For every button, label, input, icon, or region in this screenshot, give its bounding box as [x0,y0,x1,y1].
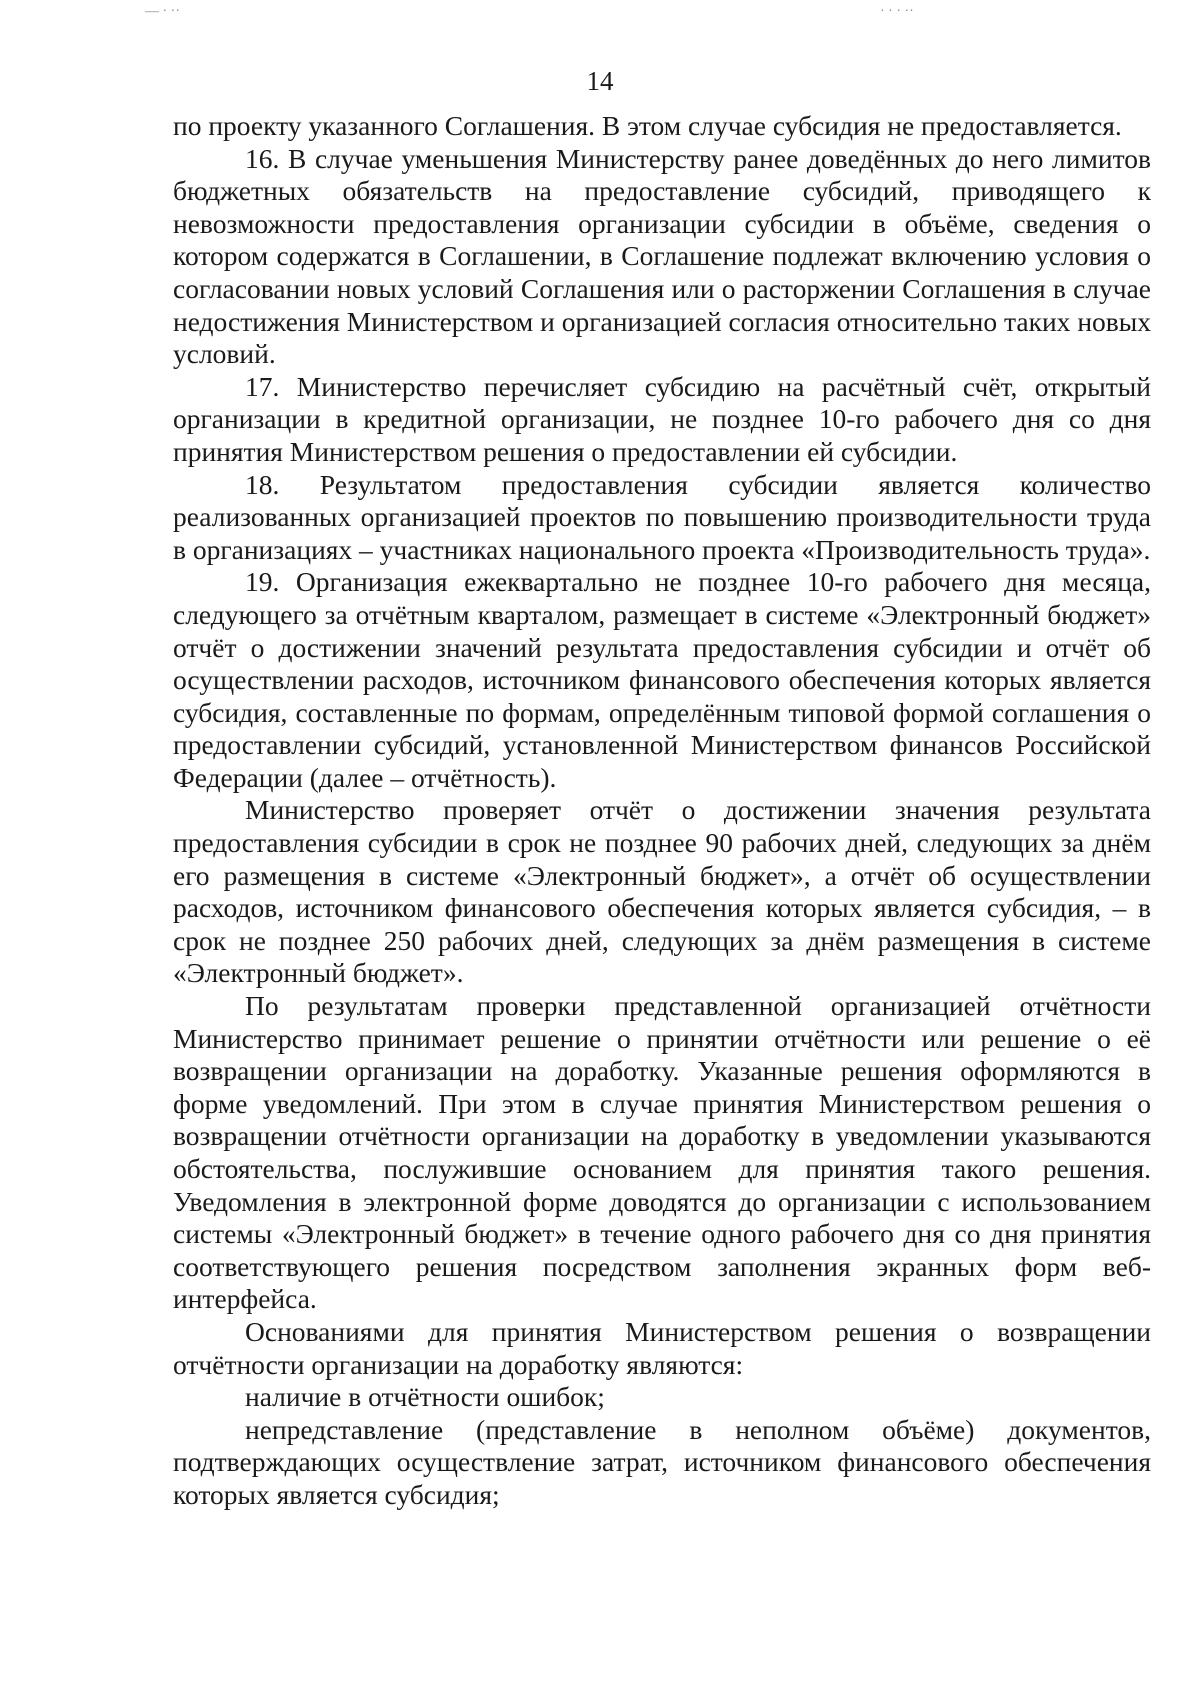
page-number: 14 [586,66,614,96]
document-body [173,110,1151,1512]
paragraph: 17. Министерство перечисляет субсидию на расчётный счёт, открытый организации в кредитной организации, не позднее 10-го рабочего дня со дня принятия Министерством решения о предоставлении ей субсидии. [173,370,1151,467]
paragraph: 18. Результатом предоставления субсидии является количество реализованных организацией проектов по повышению производительности труда в организациях – участниках национального проекта «Производительность труда». [173,468,1151,565]
scan-artifact: · · · ·· [880,4,914,19]
paragraph: наличие в отчётности ошибок; [245,1381,605,1413]
paragraph: 16. В случае уменьшения Министерству ранее доведённых до него лимитов бюджетных обязательств на предоставление субсидий, приводящего к невозможности предоставления организации субсидии в объёме, сведения о котором содержатся в Соглашении, в Соглашение подлежат включению условия о согласовании новых условий Соглашения или о расторжении Соглашения в случае недостижения Министерством и организацией согласия относительно таких новых условий. [173,142,1151,370]
paragraph: 19. Организация ежеквартально не позднее 10-го рабочего дня месяца, следующего за отчётным кварталом, размещает в системе «Электронный бюджет» отчёт о достижении значений результата предоставления субсидии и отчёт об осуществлении расходов, источником финансового обеспечения которых является субсидия, составленные по формам, определённым типовой формой соглашения о предоставлении субсидий, установленной Министерством финансов Российской Федерации (далее – отчётность). [173,566,1151,793]
scan-artifact: — · ·· [145,4,180,19]
paragraph: непредставление (представление в неполном объёме) документов, подтверждающих осуществление затрат, источником финансового обеспечения которых является субсидия; [173,1413,1151,1510]
paragraph: по проекту указанного Соглашения. В этом случае субсидия не предоставляется. [173,110,1122,141]
paragraph: По результатам проверки представленной организацией отчётности Министерство принимает решение о принятии отчётности или решение о её возвращении организации на доработку. Указанные решения оформляются в форме уведомлений. При этом в случае принятия Министерством решения о возвращении отчётности организации на доработку в уведомлении указываются обстоятельства, послужившие основанием для принятия такого решения. Уведомления в электронной форме доводятся до организации с использованием системы «Электронный бюджет» в течение одного рабочего дня со дня принятия соответствующего решения посредством заполнения экранных форм веб-интерфейса. [173,990,1151,1315]
paragraph: Основаниями для принятия Министерством решения о возвращении отчётности организации на доработку являются: [173,1315,1151,1380]
paragraph: Министерство проверяет отчёт о достижении значения результата предоставления субсидии в срок не позднее 90 рабочих дней, следующих за днём его размещения в системе «Электронный бюджет», а отчёт об осуществлении расходов, источником финансового обеспечения которых является субсидия, – в срок не позднее 250 рабочих дней, следующих за днём размещения в системе «Электронный бюджет». [173,794,1151,989]
